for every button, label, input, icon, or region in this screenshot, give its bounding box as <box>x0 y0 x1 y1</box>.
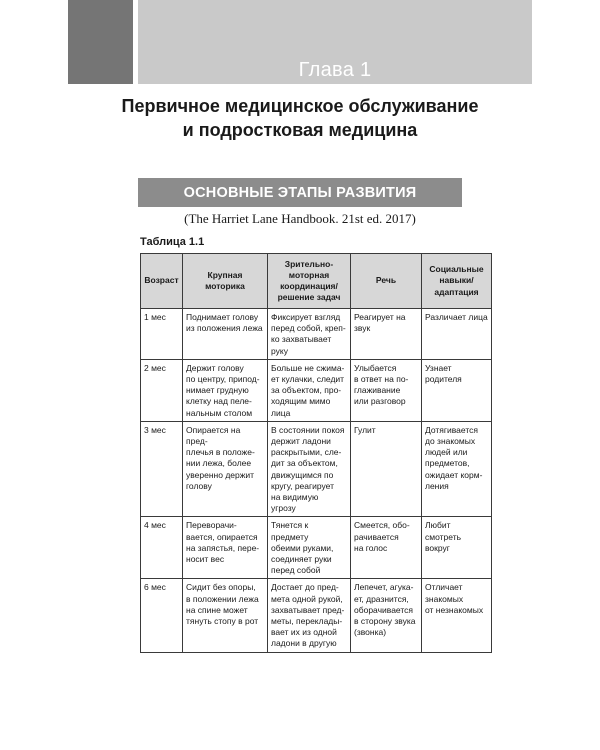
corner-decoration <box>68 0 133 84</box>
cell-speech: Смеется, обо- рачивается на голос <box>351 517 422 579</box>
development-milestones-table <box>140 253 492 653</box>
table-row <box>141 579 492 652</box>
table-row <box>141 421 492 517</box>
header-age: Возраст <box>141 254 183 309</box>
table-row <box>141 359 492 421</box>
cell-speech: Улыбается в ответ на по- глаживание или разговор <box>351 359 422 421</box>
source-citation: (The Harriet Lane Handbook. 21st ed. 2017) <box>184 211 416 226</box>
cell-visual-motor: Фиксирует взгляд перед собой, креп- ко захватывает руку <box>268 309 351 360</box>
header-gross-motor: Крупная моторика <box>183 254 268 309</box>
cell-speech: Гулит <box>351 421 422 517</box>
page-title-line-2: и подростковая медицина <box>182 120 418 140</box>
cell-visual-motor: В состоянии покоя держит ладони раскрытыми, сле- дит за объектом, движущимся по кругу, реагирует на видимую угрозу <box>268 421 351 517</box>
chapter-label: Глава 1 <box>298 59 372 81</box>
table-row <box>141 517 492 579</box>
cell-age: 2 мес <box>141 359 183 421</box>
cell-gross-motor: Переворачи- вается, опирается на запястья, пере- носит вес <box>183 517 268 579</box>
cell-social: Любит смотреть вокруг <box>422 517 492 579</box>
cell-visual-motor: Достает до пред- мета одной рукой, захватывает пред- меты, переклады- вает их из одной ладони в другую <box>268 579 351 652</box>
cell-social: Различает лица <box>422 309 492 360</box>
cell-gross-motor: Держит голову по центру, припод- нимает грудную клетку над пеле- нальным столом <box>183 359 268 421</box>
cell-visual-motor: Больше не сжима- ет кулачки, следит за объектом, про- ходящим мимо лица <box>268 359 351 421</box>
cell-speech: Лепечет, агука- ет, дразнится, оборачивается в сторону звука (звонка) <box>351 579 422 652</box>
cell-social: Дотягивается до знакомых людей или предметов, ожидает корм- ления <box>422 421 492 517</box>
cell-age: 4 мес <box>141 517 183 579</box>
cell-visual-motor: Тянется к предмету обеими руками, соединяет руки перед собой <box>268 517 351 579</box>
page-title <box>90 94 510 142</box>
cell-gross-motor: Сидит без опоры, в положении лежа на спине может тянуть стопу в рот <box>183 579 268 652</box>
section-heading: ОСНОВНЫЕ ЭТАПЫ РАЗВИТИЯ <box>138 178 462 207</box>
table-caption: Таблица 1.1 <box>140 236 205 248</box>
chapter-header-bar <box>138 0 532 84</box>
cell-social: Отличает знакомых от незнакомых <box>422 579 492 652</box>
header-speech: Речь <box>351 254 422 309</box>
header-visual-motor: Зрительно- моторная координация/ решение задач <box>268 254 351 309</box>
table-row <box>141 309 492 360</box>
cell-gross-motor: Поднимает голову из положения лежа <box>183 309 268 360</box>
cell-age: 6 мес <box>141 579 183 652</box>
cell-social: Узнает родителя <box>422 359 492 421</box>
header-social: Социальные навыки/ адаптация <box>422 254 492 309</box>
cell-age: 3 мес <box>141 421 183 517</box>
cell-age: 1 мес <box>141 309 183 360</box>
page-title-line-1: Первичное медицинское обслуживание <box>121 96 479 116</box>
table-header-row <box>141 254 492 309</box>
cell-gross-motor: Опирается на пред- плечья в положе- нии лежа, более уверенно держит голову <box>183 421 268 517</box>
cell-speech: Реагирует на звук <box>351 309 422 360</box>
